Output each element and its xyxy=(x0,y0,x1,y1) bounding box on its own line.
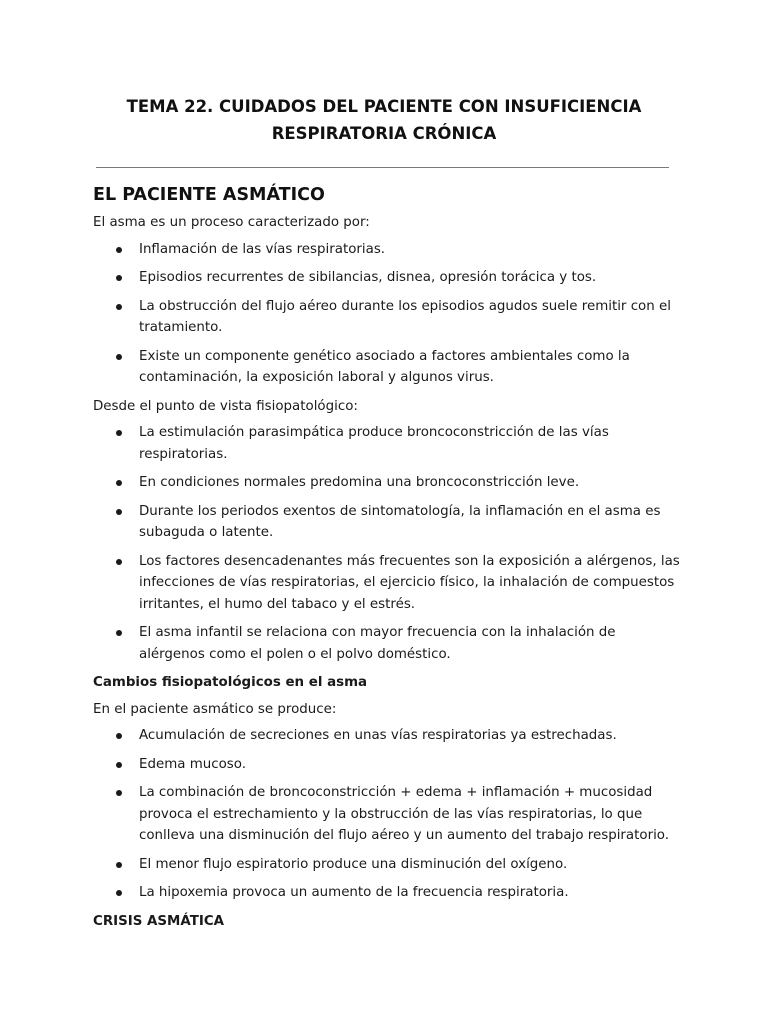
subheading-asthma-crisis: CRISIS ASMÁTICA xyxy=(93,913,225,929)
paragraph-changes-intro: En el paciente asmático se produce: xyxy=(93,701,337,717)
list-item: La obstrucción del flujo aéreo durante los episodios agudos suele remitir con el tratamiento. xyxy=(93,296,683,339)
title-line-1: TEMA 22. CUIDADOS DEL PACIENTE CON INSUFICIENCIA xyxy=(126,97,642,116)
title-divider xyxy=(96,167,669,168)
list-item: Edema mucoso. xyxy=(93,754,683,776)
bullet-list-changes xyxy=(93,725,683,904)
list-item: La hipoxemia provoca un aumento de la frecuencia respiratoria. xyxy=(93,882,683,904)
list-item: Episodios recurrentes de sibilancias, disnea, opresión torácica y tos. xyxy=(93,267,683,289)
bullet-list-pathophysiology xyxy=(93,422,683,665)
paragraph-pathophysiology: Desde el punto de vista fisiopatológico: xyxy=(93,398,358,414)
list-item: Inflamación de las vías respiratorias. xyxy=(93,239,683,261)
list-item: Los factores desencadenantes más frecuentes son la exposición a alérgenos, las infecciones de vías respiratorias, el ejercicio físico, la inhalación de compuestos irritantes, el humo del tabaco y el estrés. xyxy=(93,551,683,616)
subheading-pathophysiological-changes: Cambios fisiopatológicos en el asma xyxy=(93,675,368,690)
list-item: La combinación de broncoconstricción + edema + inflamación + mucosidad provoca el estrechamiento y la obstrucción de las vías respiratorias, lo que conlleva una disminución del flujo aéreo y un aumento del trabajo respiratorio. xyxy=(93,782,683,847)
list-item: En condiciones normales predomina una broncoconstricción leve. xyxy=(93,472,683,494)
bullet-list-characteristics xyxy=(93,239,683,389)
title-line-2: RESPIRATORIA CRÓNICA xyxy=(271,124,497,143)
section-heading-asthmatic-patient: EL PACIENTE ASMÁTICO xyxy=(93,185,325,205)
document-title xyxy=(94,93,674,147)
list-item: El asma infantil se relaciona con mayor frecuencia con la inhalación de alérgenos como el polen o el polvo doméstico. xyxy=(93,622,683,665)
list-item: Existe un componente genético asociado a factores ambientales como la contaminación, la exposición laboral y algunos virus. xyxy=(93,346,683,389)
document-body xyxy=(93,181,683,937)
list-item: La estimulación parasimpática produce broncoconstricción de las vías respiratorias. xyxy=(93,422,683,465)
list-item: El menor flujo espiratorio produce una disminución del oxígeno. xyxy=(93,854,683,876)
list-item: Acumulación de secreciones en unas vías respiratorias ya estrechadas. xyxy=(93,725,683,747)
list-item: Durante los periodos exentos de sintomatología, la inflamación en el asma es subaguda o latente. xyxy=(93,501,683,544)
paragraph-intro: El asma es un proceso caracterizado por: xyxy=(93,215,370,230)
